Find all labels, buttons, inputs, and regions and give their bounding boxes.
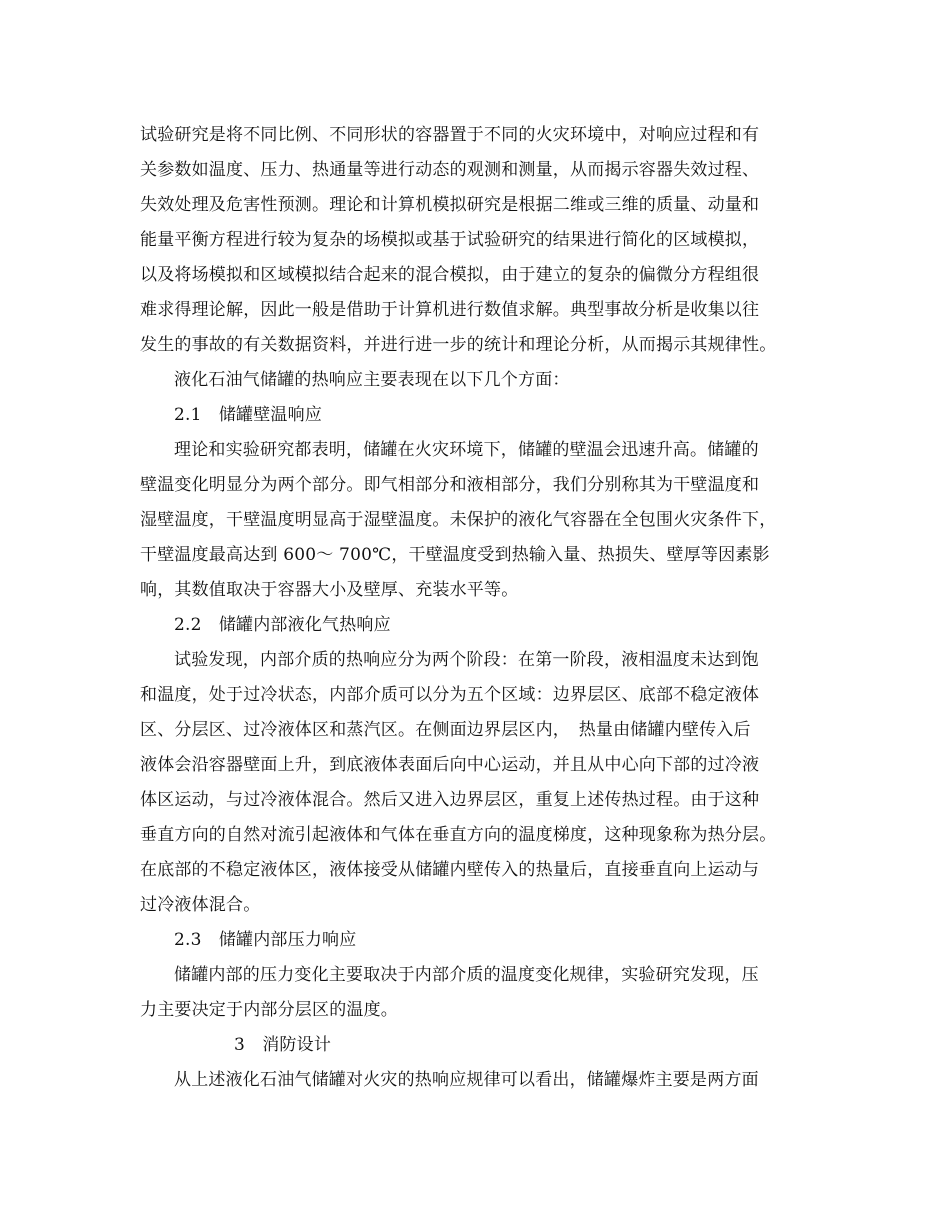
paragraph-start: 从上述液化石油气储罐对火灾的热响应规律可以看出，储罐爆炸主要是两方面 [174,1070,759,1090]
paragraph-start: 试验发现，内部介质的热响应分为两个阶段：在第一阶段，液相温度未达到饱 [174,650,759,670]
paragraph-start: 储罐内部的压力变化主要取决于内部介质的温度变化规律，实验研究发现，压 [174,965,759,985]
text-line: 关参数如温度、压力、热通量等进行动态的观测和测量，从而揭示容器失效过程、 [140,160,760,180]
text-line: 和温度，处于过冷状态，内部介质可以分为五个区域：边界层区、底部不稳定液体 [140,685,760,705]
text-line: 试验研究是将不同比例、不同形状的容器置于不同的火灾环境中，对响应过程和有 [140,125,760,145]
chapter-heading: 3 消防设计 [234,1035,332,1055]
body-text [140,118,820,1098]
text-line: 壁温变化明显分为两个部分。即气相部分和液相部分，我们分别称其为干壁温度和 [140,475,760,495]
text-line: 区、分层区、过冷液体区和蒸汽区。在侧面边界层区内， 热量由储罐内壁传入后 [140,720,751,740]
text-line: 干壁温度最高达到 600～ 700℃，干壁温度受到热输入量、热损失、壁厚等因素影 [140,545,770,565]
text-line: 发生的事故的有关数据资料，并进行进一步的统计和理论分析，从而揭示其规律性。 [140,335,777,355]
section-heading: 2.2 储罐内部液化气热响应 [174,615,391,635]
text-line: 失效处理及危害性预测。理论和计算机模拟研究是根据二维或三维的质量、动量和 [140,195,760,215]
text-line: 过冷液体混合。 [140,895,261,915]
text-line: 体区运动，与过冷液体混合。然后又进入边界层区，重复上述传热过程。由于这种 [140,790,760,810]
text-line: 难求得理论解，因此一般是借助于计算机进行数值求解。典型事故分析是收集以往 [140,300,760,320]
section-heading: 2.3 储罐内部压力响应 [174,930,357,950]
text-line: 响，其数值取决于容器大小及壁厚、充装水平等。 [140,580,519,600]
text-line: 以及将场模拟和区域模拟结合起来的混合模拟，由于建立的复杂的偏微分方程组很 [140,265,760,285]
section-heading: 2.1 储罐壁温响应 [174,405,323,425]
text-line: 湿壁温度，干壁温度明显高于湿壁温度。未保护的液化气容器在全包围火灾条件下， [140,510,777,530]
text-line: 在底部的不稳定液体区，液体接受从储罐内壁传入的热量后，直接垂直向上运动与 [140,860,760,880]
text-line: 力主要决定于内部分层区的温度。 [140,1000,398,1020]
text-line: 液体会沿容器壁面上升，到底液体表面后向中心运动，并且从中心向下部的过冷液 [140,755,760,775]
text-line: 垂直方向的自然对流引起液体和气体在垂直方向的温度梯度，这种现象称为热分层。 [140,825,777,845]
text-line: 能量平衡方程进行较为复杂的场模拟或基于试验研究的结果进行简化的区域模拟， [140,230,760,250]
paragraph-start: 理论和实验研究都表明，储罐在火灾环境下，储罐的壁温会迅速升高。储罐的 [174,440,759,460]
paragraph-start: 液化石油气储罐的热响应主要表现在以下几个方面： [174,370,570,390]
